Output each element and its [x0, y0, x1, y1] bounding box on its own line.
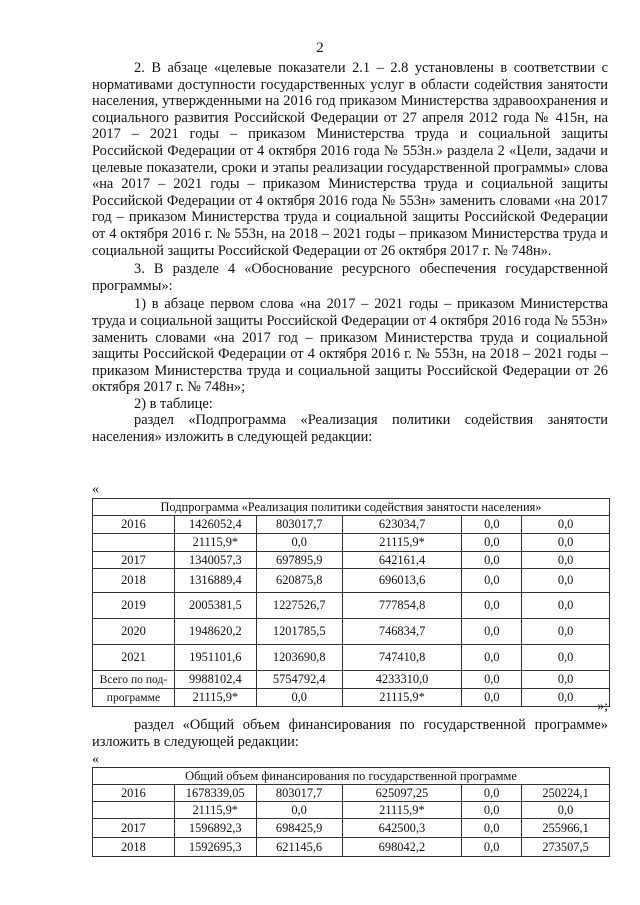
table-cell: 698425,9 — [256, 819, 342, 838]
table-cell: 0,0 — [462, 689, 522, 707]
table-row — [93, 593, 610, 619]
table-row — [93, 819, 610, 838]
table-cell: программе — [93, 689, 175, 707]
table-cell: 620875,8 — [256, 569, 342, 593]
table-cell: 621145,6 — [256, 838, 342, 857]
table-cell: 2016 — [93, 785, 175, 802]
table-cell: 9988102,4 — [174, 671, 256, 689]
table-row — [93, 838, 610, 857]
table-cell: 2017 — [93, 819, 175, 838]
table-cell: 1678339,05 — [174, 785, 256, 802]
table-cell: 21115,9* — [342, 802, 462, 819]
table-cell: 0,0 — [462, 819, 522, 838]
table-cell: 625097,25 — [342, 785, 462, 802]
paragraph-after-table — [92, 717, 608, 750]
general-financing-table — [92, 767, 610, 857]
table-cell: 0,0 — [522, 671, 610, 689]
paragraph-3: 3. В разделе 4 «Обоснование ресурсного обеспечения государственной программы»: — [92, 261, 608, 294]
table-cell: 0,0 — [462, 534, 522, 552]
table-row — [93, 534, 610, 552]
table-cell: 1948620,2 — [174, 619, 256, 645]
table-row — [93, 569, 610, 593]
table-cell: 2005381,5 — [174, 593, 256, 619]
table-cell: 1227526,7 — [256, 593, 342, 619]
table-row — [93, 802, 610, 819]
table-cell: 1596892,3 — [174, 819, 256, 838]
table-cell: 21115,9* — [174, 534, 256, 552]
table-cell: 2018 — [93, 569, 175, 593]
quote-close: »; — [597, 699, 608, 714]
table-cell: 1951101,6 — [174, 645, 256, 671]
quote-open-2: « — [92, 752, 99, 767]
table-cell: 5754792,4 — [256, 671, 342, 689]
table-cell: 2020 — [93, 619, 175, 645]
table-cell: 0,0 — [462, 645, 522, 671]
table-cell: 0,0 — [522, 689, 610, 707]
table-cell: 746834,7 — [342, 619, 462, 645]
table-cell: 803017,7 — [256, 516, 342, 534]
table-cell: 0,0 — [522, 619, 610, 645]
table-cell: 2016 — [93, 516, 175, 534]
table-row — [93, 671, 610, 689]
table-cell: 0,0 — [462, 569, 522, 593]
table-cell: 0,0 — [522, 569, 610, 593]
paragraph-2: 2. В абзаце «целевые показатели 2.1 – 2.8 установлены в соответствии с нормативами доступности государственных услуг в области содействия занятости населения, утвержденными на 2016 год приказом Министерства здравоохранения и социального развития Российской Федерации от 27 апреля 2012 года № 415н, на 2017 – 2021 годы – приказом Министерства труда и социальной защиты Российской Федерации от 4 октября 2016 года № 553н.» раздела 2 «Цели, задачи и целевые показатели, сроки и этапы реализации государственной программы» слова «на 2017 – 2021 годы – приказом Министерства труда и социальной защиты Российской Федерации от 4 октября 2016 года № 553н» заменить словами «на 2017 год – приказом Министерства труда и социальной защиты Российской Федерации от 4 октября 2016 г. № 553н, на 2018 – 2021 годы – приказом Министерства труда и социальной защиты Российской Федерации от 26 октября 2017 г. № 748н». — [92, 60, 608, 259]
table-cell: 1592695,3 — [174, 838, 256, 857]
table-cell: 747410,8 — [342, 645, 462, 671]
table-cell: 0,0 — [522, 516, 610, 534]
table-cell: 642500,3 — [342, 819, 462, 838]
table-cell: 623034,7 — [342, 516, 462, 534]
table-cell: 0,0 — [522, 552, 610, 569]
table-cell — [93, 802, 175, 819]
table-row — [93, 516, 610, 534]
table-cell: 1201785,5 — [256, 619, 342, 645]
table-row — [93, 689, 610, 707]
table-cell: 0,0 — [462, 671, 522, 689]
general-financing-table-header: Общий объем финансирования по государственной программе — [93, 768, 610, 785]
table-row — [93, 552, 610, 569]
quote-open-1: « — [92, 482, 99, 497]
paragraph-3-1: 1) в абзаце первом слова «на 2017 – 2021 годы – приказом Министерства труда и социальной защиты Российской Федерации от 4 октября 2016 года № 553н» заменить словами «на 2017 год – приказом Министерства труда и социальной защиты Российской Федерации от 4 октября 2016 г. № 553н, на 2018 – 2021 годы – приказом Министерства труда и социальной защиты Российской Федерации от 26 октября 2017 г. № 748н»; — [92, 296, 608, 396]
table-cell: 0,0 — [462, 838, 522, 857]
table-cell: 0,0 — [462, 619, 522, 645]
paragraph-3-2: 2) в таблице: — [134, 395, 213, 412]
table-cell: 0,0 — [522, 645, 610, 671]
table-cell: 0,0 — [462, 785, 522, 802]
table-cell: 696013,6 — [342, 569, 462, 593]
table-row — [93, 785, 610, 802]
table-cell — [93, 534, 175, 552]
table-cell: 21115,9* — [342, 534, 462, 552]
table-cell: 21115,9* — [174, 802, 256, 819]
table-cell: 0,0 — [256, 689, 342, 707]
table-cell: 1340057,3 — [174, 552, 256, 569]
subprogram-table-header: Подпрограмма «Реализация политики содействия занятости населения» — [93, 499, 610, 516]
table-cell: 255966,1 — [522, 819, 610, 838]
table-cell: 0,0 — [256, 534, 342, 552]
table-cell: 0,0 — [462, 802, 522, 819]
table-cell: 0,0 — [462, 516, 522, 534]
table-cell: 2018 — [93, 838, 175, 857]
paragraph-general-section: раздел «Общий объем финансирования по государственной программе» изложить в следующей редакции: — [92, 717, 608, 750]
table-row — [93, 645, 610, 671]
table-cell: 0,0 — [522, 534, 610, 552]
table-cell: 2019 — [93, 593, 175, 619]
table-cell: Всего по под- — [93, 671, 175, 689]
table-cell: 2017 — [93, 552, 175, 569]
table-cell: 4233310,0 — [342, 671, 462, 689]
table-cell: 0,0 — [256, 802, 342, 819]
table-cell: 0,0 — [462, 552, 522, 569]
subprogram-table — [92, 498, 610, 707]
table-cell: 803017,7 — [256, 785, 342, 802]
table-cell: 250224,1 — [522, 785, 610, 802]
table-cell: 0,0 — [522, 802, 610, 819]
table-row — [93, 619, 610, 645]
table-cell: 777854,8 — [342, 593, 462, 619]
table-cell: 698042,2 — [342, 838, 462, 857]
page-number: 2 — [316, 40, 324, 56]
table-cell: 1426052,4 — [174, 516, 256, 534]
table-cell: 21115,9* — [342, 689, 462, 707]
table-cell: 273507,5 — [522, 838, 610, 857]
table-cell: 21115,9* — [174, 689, 256, 707]
table-cell: 697895,9 — [256, 552, 342, 569]
table-cell: 0,0 — [462, 593, 522, 619]
document-body — [92, 60, 608, 446]
table-cell: 642161,4 — [342, 552, 462, 569]
table-cell: 0,0 — [522, 593, 610, 619]
table-cell: 2021 — [93, 645, 175, 671]
table-cell: 1203690,8 — [256, 645, 342, 671]
paragraph-section-intro: раздел «Подпрограмма «Реализация политики содействия занятости населения» изложить в следующей редакции: — [92, 412, 608, 446]
table-cell: 1316889,4 — [174, 569, 256, 593]
